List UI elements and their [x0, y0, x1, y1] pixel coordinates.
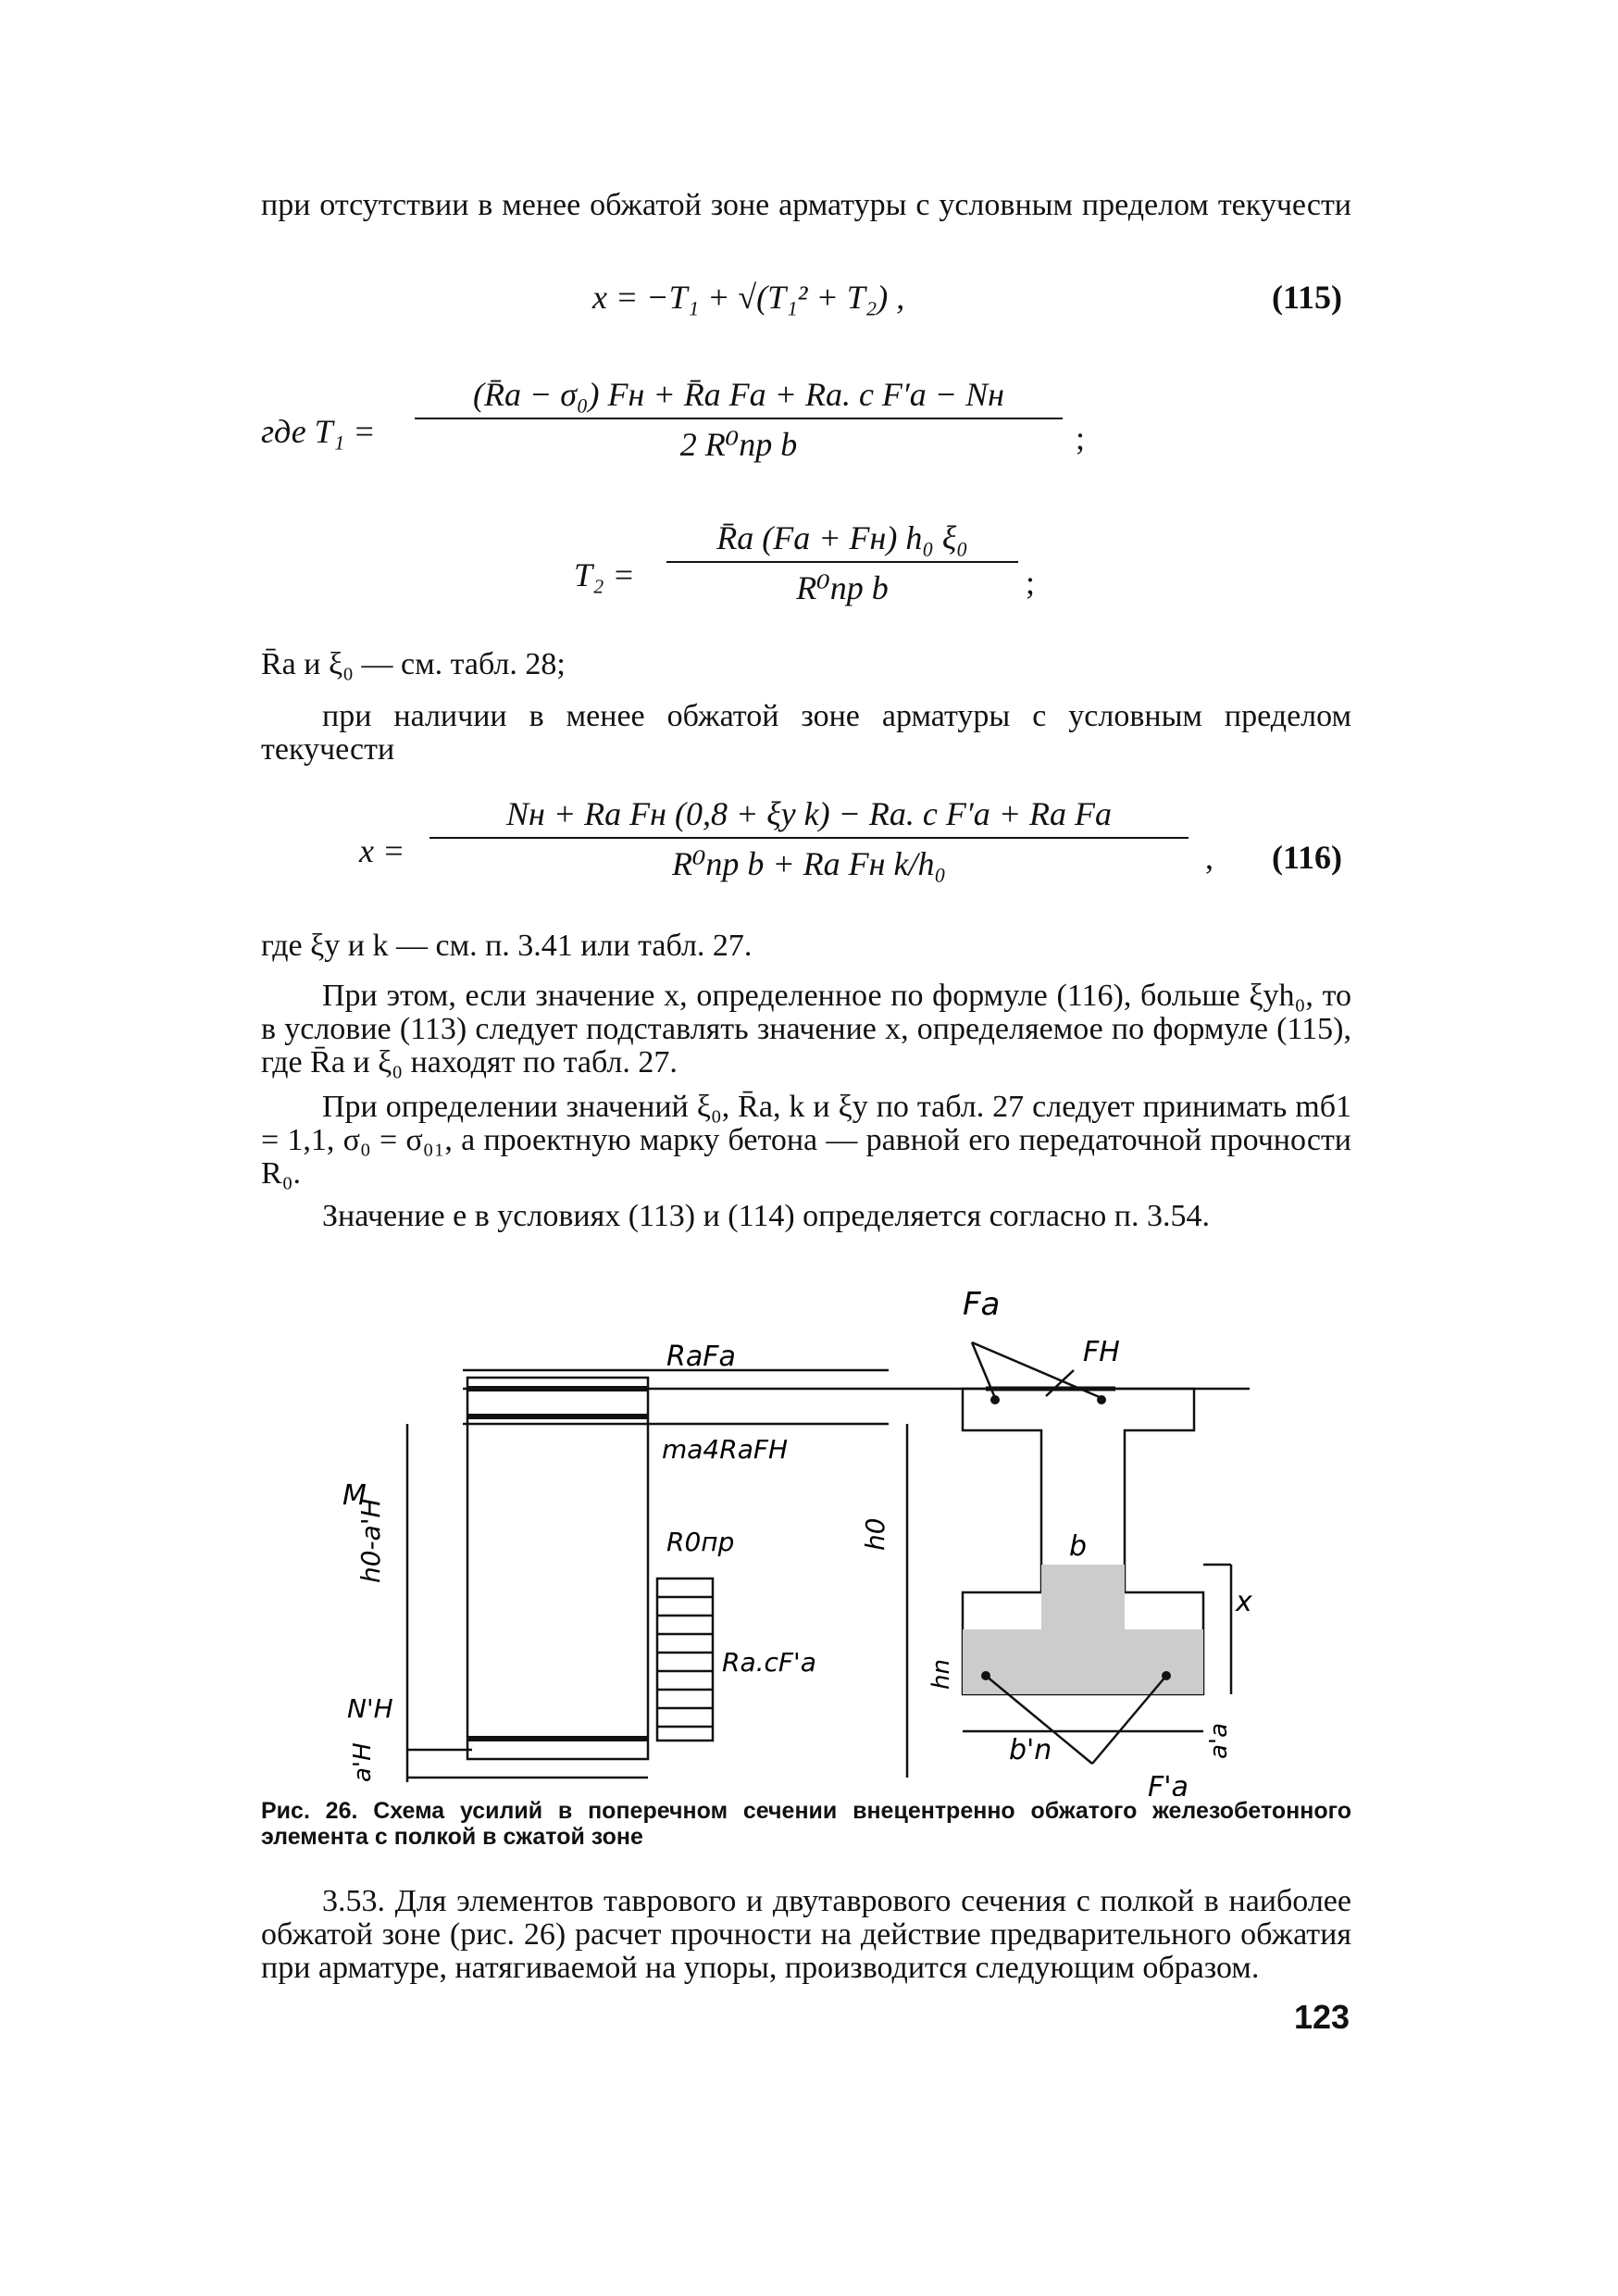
intro-paragraph: при отсутствии в менее обжатой зоне арматуры с условным пределом текучести	[261, 188, 1351, 222]
label-h0: h0	[860, 1517, 890, 1551]
figure-caption: Рис. 26. Схема усилий в поперечном сечении внецентренно обжатого железобетонного элемента с полкой в сжатой зоне	[261, 1798, 1351, 1850]
formula-t2-fraction	[666, 518, 1018, 607]
formula-115-number: (115)	[1272, 279, 1342, 316]
label-mrfh: ma4RaFH	[662, 1434, 789, 1465]
rebar-dot	[1097, 1395, 1106, 1404]
force-diagram-figure	[315, 1278, 1259, 1796]
formula-116-comma: ,	[1205, 839, 1214, 876]
label-bn: b'n	[1009, 1734, 1052, 1766]
presence-paragraph: при наличии в менее обжатой зоне арматуры с условным пределом текучести	[261, 699, 1351, 767]
formula-t2-numerator: R̄а (Fа + Fн) h₀ ξ₀	[716, 519, 968, 556]
where-note-text: где ξу и k — см. п. 3.41 или табл. 27.	[261, 929, 753, 963]
formula-116-denominator: R⁰пр b + Rа Fн k/h₀	[671, 845, 947, 882]
formula-t1-label: где T₁ =	[261, 413, 376, 450]
label-fa: Fa	[963, 1286, 1001, 1323]
label-nh: N'H	[347, 1693, 393, 1724]
element-body	[467, 1378, 648, 1759]
reference-note: R̄а и ξ₀ — см. табл. 28;	[261, 647, 566, 681]
formula-t1-fraction	[415, 375, 1063, 464]
paragraph-2: При определении значений ξ₀, R̄а, k и ξу по табл. 27 следует принимать mб1 = 1,1, σ₀ = σ₀₁, а проектную марку бетона — равной его передаточной прочности R₀.	[261, 1090, 1351, 1191]
formula-t1-numerator: (R̄а − σ₀) Fн + R̄а Fа + Rа. с F′а − Nн	[473, 376, 1004, 413]
formula-115: x = −T₁ + √(T₁² + T₂) ,	[592, 279, 905, 316]
label-aa: a'a	[1205, 1722, 1233, 1759]
page-number: 123	[1294, 1998, 1350, 2036]
rebar-dot	[990, 1395, 1000, 1404]
rebar-dot	[1162, 1671, 1171, 1680]
label-x: x	[1236, 1586, 1252, 1618]
label-fa2: F'a	[1148, 1771, 1189, 1796]
formula-116-number: (116)	[1272, 839, 1342, 876]
formula-t1-end: ;	[1076, 419, 1086, 456]
formula-t2-denominator: R⁰пр b	[796, 569, 889, 606]
label-ah: a'H	[349, 1742, 377, 1782]
formula-t1-denominator: 2 R⁰пр b	[679, 426, 798, 463]
stress-block	[657, 1578, 713, 1741]
paragraph-3: Значение e в условиях (113) и (114) определяется согласно п. 3.54.	[322, 1199, 1210, 1233]
label-rpr: R0пр	[666, 1527, 735, 1557]
formula-t2-end: ;	[1026, 564, 1036, 601]
label-racfa: Ra.cF'a	[722, 1647, 816, 1678]
paragraph-1: При этом, если значение x, определенное по формуле (116), больше ξуh₀, то в условие (113) следует подставлять значение x, определяемое по формуле (115), где R̄а и ξ₀ находят по табл. 27.	[261, 979, 1351, 1079]
formula-116-fraction	[429, 794, 1189, 883]
formula-116-label: x =	[359, 832, 405, 869]
label-fh: FH	[1083, 1336, 1120, 1368]
formula-t2-label: T₂ =	[574, 556, 635, 593]
label-h0ah: h0-a'H	[355, 1498, 386, 1583]
label-hn: hn	[927, 1659, 955, 1690]
label-b: b	[1069, 1530, 1088, 1563]
paragraph-4: 3.53. Для элементов таврового и двутаврового сечения с полкой в наиболее обжатой зоне (рис. 26) расчет прочности на действие предварительного обжатия при арматуре, натягиваемой на упоры, производится следующим образом.	[261, 1884, 1351, 1985]
formula-116-numerator: Nн + Rа Fн (0,8 + ξу k) − Rа. с F′а + Rа Fа	[505, 795, 1113, 832]
label-m: M	[342, 1479, 367, 1512]
label-rafa: RaFa	[666, 1341, 736, 1373]
rebar-dot	[981, 1671, 990, 1680]
